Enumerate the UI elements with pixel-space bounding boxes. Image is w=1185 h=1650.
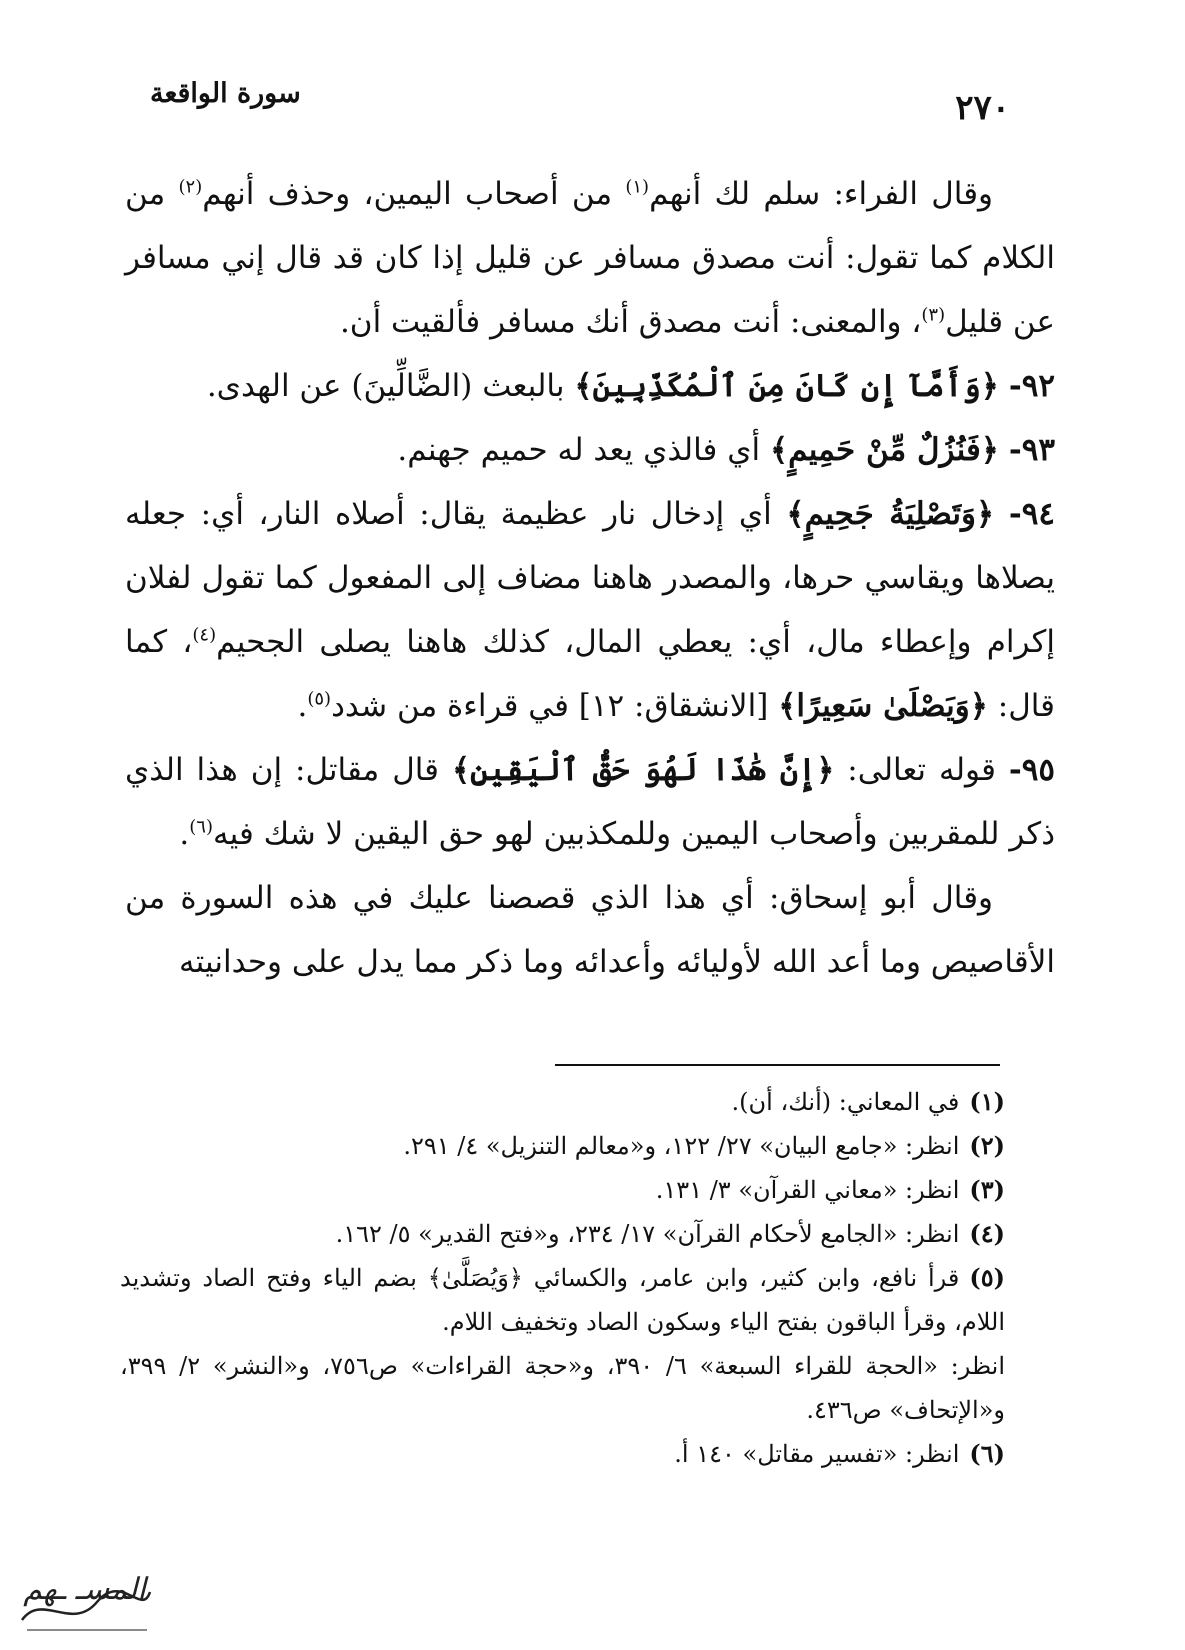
footnote-ref-1[interactable]: (١)	[625, 176, 650, 198]
quran-quote: ﴿وَتَصْلِيَةُ جَحِيمٍ﴾	[786, 496, 995, 532]
footnote-text: انظر: «جامع البيان» ٢٧/ ١٢٢، و«معالم التنزيل» ٤/ ٢٩١.	[403, 1132, 960, 1160]
verse-94	[125, 482, 1055, 738]
footnote-text: انظر: «الجامع لأحكام القرآن» ١٧/ ٢٣٤، و«فتح القدير» ٥/ ١٦٢.	[335, 1220, 960, 1248]
footnote-ref-5[interactable]: (٥)	[307, 688, 332, 710]
footnotes	[120, 1080, 1005, 1476]
verse-92	[125, 354, 1055, 418]
text-span: [الانشقاق: ١٢] في قراءة من شدد	[331, 688, 779, 724]
text-span: من أصحاب اليمين، وحذف أنهم	[202, 176, 626, 212]
text-span: قوله تعالى:	[834, 752, 1009, 788]
footnote-text: انظر: «تفسير مقاتل» ١٤٠ أ.	[674, 1440, 960, 1468]
footnote-marker: (٤)	[969, 1219, 1005, 1248]
text-span: أي إدخال نار عظيمة يقال: أصلاه النار، أي: جعله يصلاها ويقاسي حرها، والمصدر هاهنا مضاف إلى المفعول كما تقول لفلان إكرام وإعطاء مال، أي: يعطي المال، كذلك هاهنا يصلى الجحيم	[125, 496, 1055, 660]
logo-text: المسـ ـهم	[23, 1572, 146, 1607]
footnote-text: في المعاني: (أنك، أن).	[731, 1088, 960, 1116]
footnote-1	[120, 1080, 1005, 1124]
verse-93	[125, 418, 1055, 482]
quran-quote: ﴿وَيَصْلَىٰ سَعِيرًا﴾	[778, 688, 988, 724]
quran-quote: ﴿فَنُزُلٌ مِّنْ حَمِيمٍ﴾	[769, 432, 999, 468]
verse-number: ٩٤-	[1008, 496, 1055, 532]
footnote-marker: (١)	[969, 1087, 1005, 1116]
footnote-text: انظر: «معاني القرآن» ٣/ ١٣١.	[655, 1176, 960, 1204]
verse-number: ٩٣-	[1008, 432, 1055, 468]
text-span: بالبعث (الضَّالِّينَ) عن الهدى.	[206, 368, 575, 404]
main-text	[125, 162, 1055, 994]
verse-number: ٩٥-	[1008, 752, 1056, 788]
text-span: .	[297, 688, 308, 724]
text-span: .	[179, 816, 190, 852]
quran-quote: ﴿وَأَمَّآ إِن كَانَ مِنَ ٱلْمُكَذِّبِينَ﴾	[574, 368, 999, 404]
text-span: وقال الفراء: سلم لك أنهم	[649, 176, 993, 212]
paragraph-abu-ishaq: وقال أبو إسحاق: أي هذا الذي قصصنا عليك في هذه السورة من الأقاصيص وما أعد الله لأوليائه وأعدائه وما ذكر مما يدل على وحدانيته	[125, 880, 1055, 980]
footnote-2	[120, 1124, 1005, 1168]
footnote-5	[120, 1256, 1005, 1432]
paragraph-farra	[125, 162, 1055, 354]
footnote-ref-2[interactable]: (٢)	[178, 176, 203, 198]
footnote-3	[120, 1168, 1005, 1212]
publisher-logo-icon	[12, 1572, 157, 1642]
footnote-marker: (٣)	[969, 1175, 1005, 1204]
verse-95	[125, 738, 1055, 866]
text-span: أي فالذي يعد له حميم جهنم.	[397, 432, 770, 468]
footnote-ref-4[interactable]: (٤)	[192, 624, 217, 646]
footnote-divider	[555, 1064, 1000, 1066]
text-span: ، والمعنى: أنت مصدق أنك مسافر فألقيت أن.	[339, 304, 922, 340]
footnote-marker: (٢)	[969, 1131, 1005, 1160]
footnote-text: قرأ نافع، وابن كثير، وابن عامر، والكسائي ﴿وَيُصَلَّىٰ﴾ بضم الياء وفتح الصاد وتشديد اللام، وقرأ الباقون بفتح الياء وسكون الصاد وتخفيف اللام.	[120, 1264, 1005, 1336]
text-span: قال مقاتل: إن هذا الذي ذكر للمقربين وأصحاب اليمين وللمكذبين لهو حق اليقين لا شك فيه	[125, 752, 1055, 852]
text-span: من الكلام كما تقول: أنت مصدق مسافر عن قليل إذا كان قد قال إني مسافر عن قليل	[125, 176, 1055, 340]
footnote-ref-3[interactable]: (٣)	[921, 304, 946, 326]
footnote-4	[120, 1212, 1005, 1256]
footnote-ref-6[interactable]: (٦)	[189, 816, 213, 838]
footnote-6	[120, 1432, 1005, 1476]
footnote-marker: (٦)	[969, 1439, 1005, 1468]
verse-number: ٩٢-	[1008, 368, 1055, 404]
text-span: ، كما قال:	[125, 624, 1055, 724]
page-number: ٢٧٠	[955, 88, 1010, 128]
running-header-surah-name: سورة الواقعة	[150, 78, 301, 109]
footnote-continuation: انظر: «الحجة للقراء السبعة» ٦/ ٣٩٠، و«حجة القراءات» ص٧٥٦، و«النشر» ٢/ ٣٩٩، و«الإتحاف» ص٤٣٦.	[120, 1352, 1005, 1424]
quran-quote: ﴿إِنَّ هَٰذَا لَهُوَ حَقُّ ٱلْيَقِينِ﴾	[451, 752, 835, 788]
footnote-marker: (٥)	[969, 1263, 1005, 1292]
